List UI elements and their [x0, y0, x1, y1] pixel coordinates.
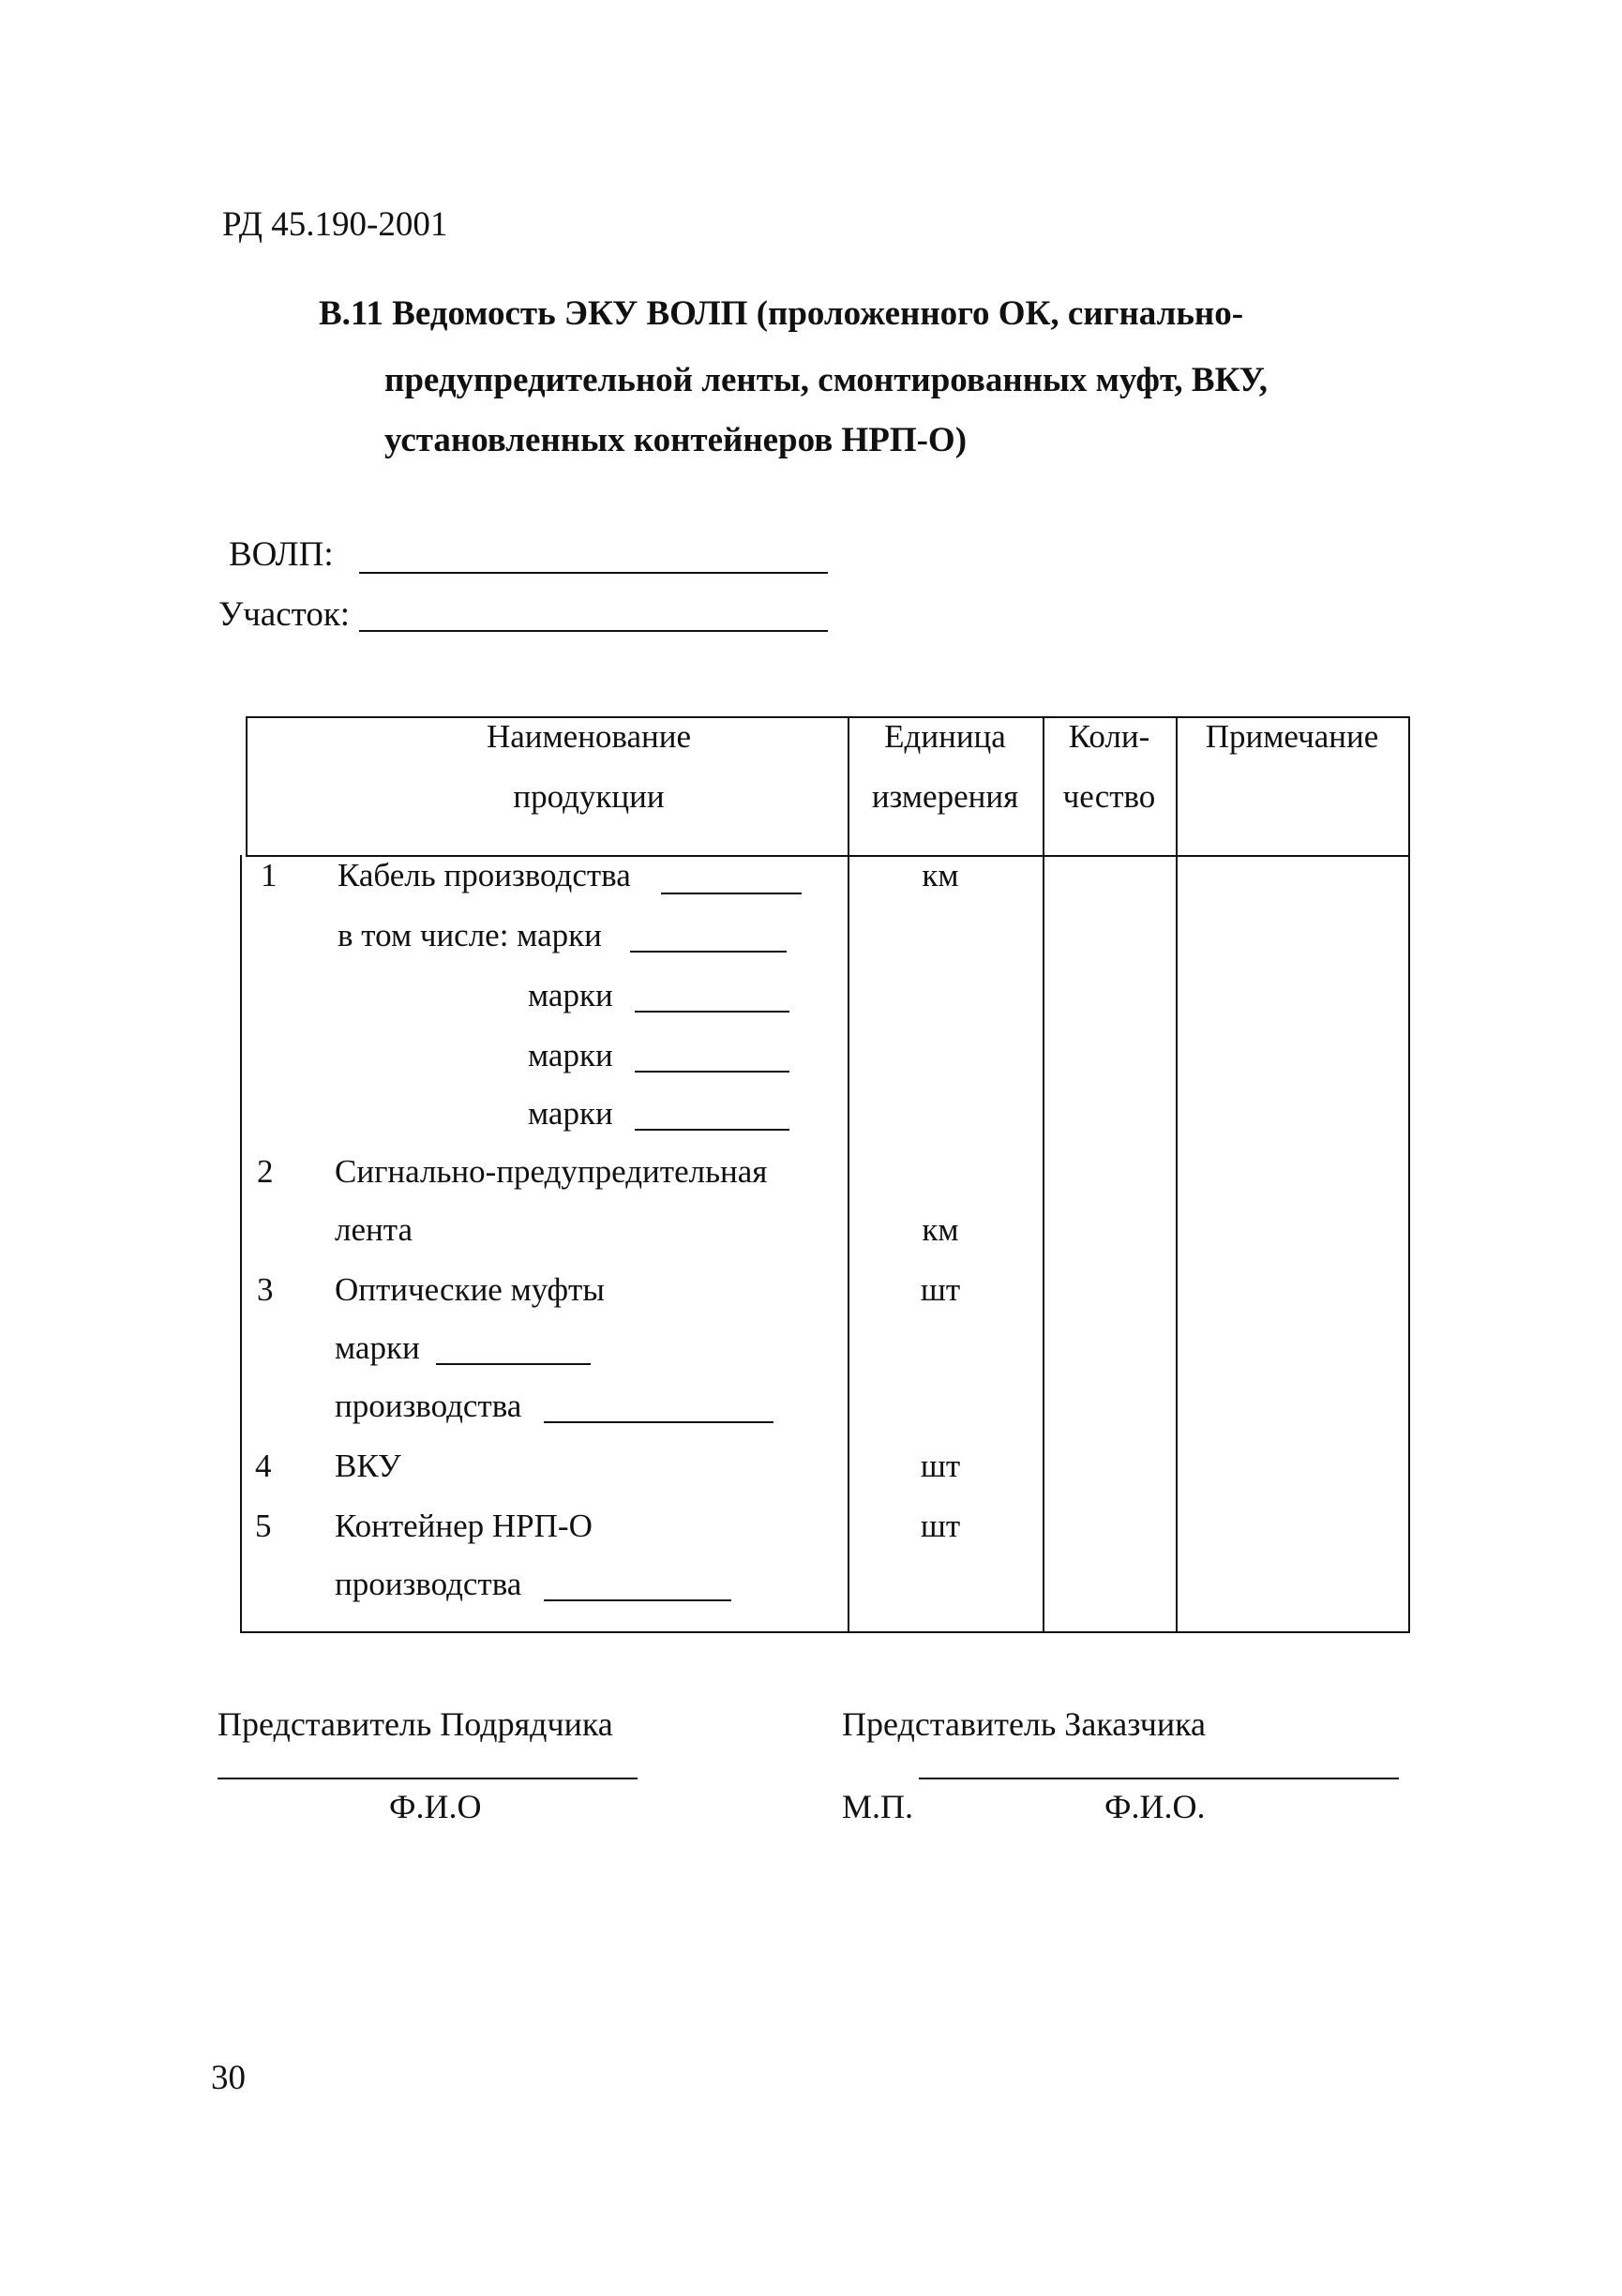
table-col-divider-qty	[1043, 716, 1044, 1633]
volp-blank-line	[359, 572, 828, 574]
header-name-line2: продукции	[513, 778, 665, 815]
row-text: лента	[335, 1211, 413, 1248]
contractor-fio: Ф.И.О	[389, 1788, 482, 1825]
row-number: 2	[257, 1153, 274, 1190]
row-text: производства	[335, 1388, 522, 1424]
table-col-divider-unit	[848, 716, 849, 1633]
volp-label: ВОЛП:	[229, 535, 334, 574]
document-code: РД 45.190-2001	[222, 205, 448, 244]
blank-line	[544, 1421, 773, 1423]
blank-line	[436, 1363, 591, 1365]
header-qty-line1: Коли-	[1068, 718, 1150, 755]
customer-signature-line	[919, 1778, 1399, 1779]
table-left-border-body	[240, 855, 242, 1633]
section-label: Участок:	[218, 595, 351, 634]
table-right-border	[1408, 716, 1410, 1633]
customer-fio: Ф.И.О.	[1104, 1788, 1206, 1825]
blank-line	[635, 1071, 789, 1073]
contractor-signature-line	[218, 1778, 638, 1779]
page-number: 30	[211, 2059, 246, 2097]
row-number: 5	[255, 1508, 272, 1544]
blank-line	[661, 893, 802, 894]
row-unit: шт	[920, 1271, 961, 1308]
blank-line	[630, 951, 787, 953]
row-text: марки	[335, 1329, 420, 1366]
header-name-line1: Наименование	[486, 718, 692, 755]
row-text: в том числе: марки	[338, 917, 602, 953]
header-note: Примечание	[1205, 718, 1379, 755]
row-text: ВКУ	[335, 1448, 401, 1484]
blank-line	[635, 1129, 789, 1131]
row-text: производства	[335, 1566, 522, 1602]
header-unit-line2: измерения	[871, 778, 1019, 815]
table-bottom-border	[240, 1631, 1410, 1633]
table-left-border-header	[246, 716, 248, 855]
row-unit: шт	[920, 1448, 961, 1484]
header-unit-line1: Единица	[884, 718, 1006, 755]
row-text: марки	[528, 1095, 613, 1132]
row-number: 3	[257, 1271, 274, 1308]
customer-label: Представитель Заказчика	[842, 1705, 1207, 1743]
title-line-2: предупредительной ленты, смонтированных муфт, ВКУ,	[384, 361, 1269, 399]
stamp-label: М.П.	[842, 1788, 914, 1825]
row-text: Сигнально-предупредительная	[335, 1153, 768, 1190]
table-col-divider-note	[1176, 716, 1178, 1633]
row-text: марки	[528, 977, 613, 1013]
row-unit: км	[922, 1211, 959, 1248]
blank-line	[544, 1599, 731, 1601]
row-number: 4	[255, 1448, 272, 1484]
blank-line	[635, 1011, 789, 1013]
contractor-label: Представитель Подрядчика	[218, 1705, 613, 1743]
row-number: 1	[261, 857, 278, 893]
title-line-3: установленных контейнеров НРП-О)	[384, 421, 968, 459]
row-text: Оптические муфты	[335, 1271, 605, 1308]
row-text: Кабель производства	[338, 857, 631, 893]
header-qty-line2: чество	[1062, 778, 1156, 815]
row-text: Контейнер НРП-О	[335, 1508, 593, 1544]
section-blank-line	[359, 630, 828, 632]
row-text: марки	[528, 1037, 613, 1073]
title-line-1: В.11 Ведомость ЭКУ ВОЛП (проложенного ОК, сигнально-	[319, 294, 1244, 333]
row-unit: км	[922, 857, 959, 893]
row-unit: шт	[920, 1508, 961, 1544]
